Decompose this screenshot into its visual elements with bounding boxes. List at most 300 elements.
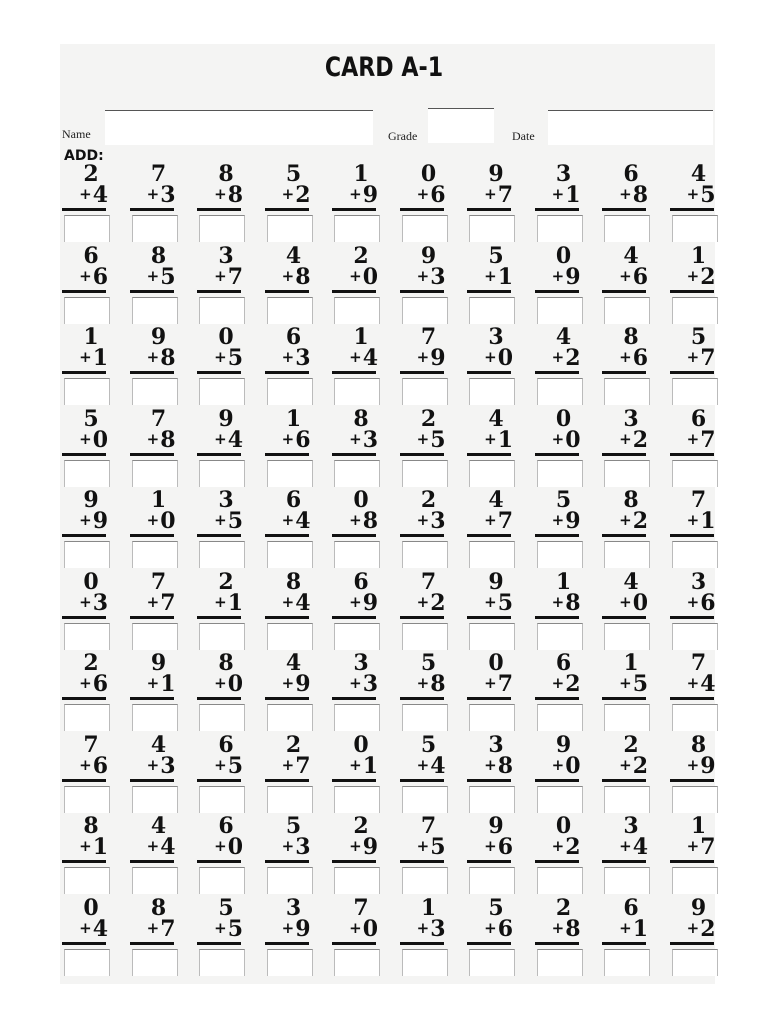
- answer-box[interactable]: [267, 215, 313, 242]
- plus-sign: +: [281, 511, 295, 529]
- answer-box[interactable]: [604, 215, 650, 242]
- sum-rule: [535, 779, 579, 782]
- addend-bottom-value: 3: [160, 182, 176, 208]
- answer-box[interactable]: [64, 623, 110, 650]
- addend-top: 8: [285, 568, 302, 595]
- name-field[interactable]: [105, 110, 373, 145]
- addend-bottom-value: 0: [565, 752, 581, 779]
- addend-bottom-value: 9: [362, 589, 378, 616]
- problem-item: [263, 731, 315, 814]
- answer-box[interactable]: [334, 786, 380, 813]
- addend-top: 3: [690, 568, 707, 595]
- addend-top: 1: [353, 324, 369, 350]
- problem-item: [533, 568, 585, 651]
- addend-bottom: [195, 835, 243, 858]
- answer-box[interactable]: [604, 297, 650, 324]
- plus-sign: +: [79, 266, 92, 285]
- sum-rule: [670, 534, 714, 537]
- answer-box[interactable]: [267, 541, 313, 568]
- addend-top: 7: [420, 813, 437, 839]
- plus-sign: +: [619, 755, 632, 774]
- answer-box[interactable]: [334, 297, 380, 324]
- answer-box[interactable]: [604, 867, 650, 894]
- sum-rule: [670, 290, 714, 293]
- sum-rule: [130, 290, 174, 293]
- plus-sign: +: [484, 266, 497, 285]
- problem-item: [668, 242, 720, 325]
- addend-top: 4: [150, 731, 167, 758]
- addend-top: 1: [420, 894, 437, 921]
- answer-box[interactable]: [199, 460, 245, 487]
- answer-box[interactable]: [604, 623, 650, 650]
- answer-box[interactable]: [267, 786, 313, 813]
- plus-sign: +: [349, 674, 362, 692]
- answer-box[interactable]: [672, 297, 718, 324]
- problem-item: [330, 163, 382, 243]
- answer-box[interactable]: [64, 867, 110, 894]
- addend-bottom: [128, 509, 176, 532]
- answer-box[interactable]: [672, 867, 718, 894]
- addend-bottom: [465, 672, 513, 695]
- problem-item: [533, 489, 585, 569]
- plus-sign: +: [214, 755, 227, 774]
- addend-top: 2: [420, 405, 437, 432]
- answer-box[interactable]: [469, 867, 515, 894]
- answer-box[interactable]: [469, 378, 515, 405]
- answer-box[interactable]: [604, 460, 650, 487]
- addend-bottom-value: 3: [430, 508, 446, 534]
- sum-rule: [197, 290, 241, 293]
- answer-box[interactable]: [334, 704, 380, 731]
- addend-bottom-value: 6: [430, 182, 446, 208]
- problem-item: [128, 652, 180, 732]
- addend-bottom: [330, 265, 378, 288]
- sum-rule: [670, 779, 714, 782]
- answer-box[interactable]: [199, 378, 245, 405]
- answer-box[interactable]: [469, 297, 515, 324]
- addend-bottom: [465, 754, 513, 777]
- sum-rule: [670, 371, 714, 374]
- addend-bottom-value: 7: [497, 508, 513, 534]
- answer-box[interactable]: [334, 541, 380, 568]
- addend-bottom-value: 6: [632, 263, 648, 290]
- answer-box[interactable]: [199, 949, 245, 976]
- plus-sign: +: [551, 592, 565, 611]
- problem-item: [465, 731, 517, 814]
- addend-bottom: [263, 754, 311, 777]
- addend-bottom: [600, 183, 648, 206]
- problem-item: [330, 242, 382, 325]
- addend-bottom-value: 8: [362, 508, 378, 534]
- addend-top: 0: [555, 242, 572, 269]
- addend-bottom-value: 9: [430, 345, 446, 371]
- addend-bottom: [668, 509, 716, 532]
- answer-box[interactable]: [334, 378, 380, 405]
- card-title: CARD A-1: [324, 52, 444, 83]
- sum-rule: [197, 860, 241, 863]
- addend-top: 1: [690, 242, 707, 269]
- answer-box[interactable]: [537, 215, 583, 242]
- answer-box[interactable]: [132, 623, 178, 650]
- answer-box[interactable]: [64, 460, 110, 487]
- sum-rule: [535, 208, 579, 211]
- answer-box[interactable]: [267, 623, 313, 650]
- addend-bottom-value: 3: [295, 834, 311, 860]
- addend-top: 8: [218, 650, 234, 676]
- addend-bottom-value: 9: [362, 182, 378, 208]
- answer-box[interactable]: [334, 867, 380, 894]
- answer-box[interactable]: [267, 949, 313, 976]
- addend-bottom-value: 8: [565, 589, 581, 616]
- plus-sign: +: [686, 755, 700, 774]
- sum-rule: [670, 942, 714, 945]
- addend-top: 1: [150, 487, 167, 513]
- addend-bottom-value: 0: [497, 345, 513, 371]
- answer-box[interactable]: [604, 704, 650, 731]
- addend-top: 8: [150, 894, 167, 921]
- addend-bottom: [195, 591, 243, 614]
- addend-bottom-value: 1: [565, 182, 581, 208]
- answer-box[interactable]: [402, 460, 448, 487]
- answer-box[interactable]: [64, 786, 110, 813]
- sum-rule: [535, 616, 579, 619]
- answer-box[interactable]: [672, 949, 718, 976]
- answer-box[interactable]: [672, 460, 718, 487]
- addend-bottom: [60, 672, 108, 695]
- addend-top: 9: [488, 161, 504, 187]
- answer-box[interactable]: [132, 378, 178, 405]
- addend-bottom-value: 0: [565, 426, 581, 453]
- answer-box[interactable]: [469, 786, 515, 813]
- answer-box[interactable]: [402, 297, 448, 324]
- problem-item: [60, 731, 112, 814]
- addend-bottom: [533, 754, 581, 777]
- answer-box[interactable]: [537, 949, 583, 976]
- answer-box[interactable]: [469, 460, 515, 487]
- plus-sign: +: [146, 429, 160, 448]
- addend-bottom: [330, 509, 378, 532]
- plus-sign: +: [146, 674, 160, 692]
- addend-top: 1: [690, 813, 707, 839]
- plus-sign: +: [146, 185, 160, 203]
- problem-item: [533, 405, 585, 488]
- answer-box[interactable]: [199, 215, 245, 242]
- addend-bottom-value: 4: [92, 182, 108, 208]
- answer-box[interactable]: [267, 297, 313, 324]
- answer-box[interactable]: [132, 786, 178, 813]
- answer-box[interactable]: [604, 949, 650, 976]
- addend-top: 3: [555, 161, 572, 187]
- sum-rule: [467, 697, 511, 700]
- addend-bottom-value: 5: [160, 263, 176, 290]
- sum-rule: [130, 779, 174, 782]
- answer-box[interactable]: [199, 786, 245, 813]
- sum-rule: [670, 208, 714, 211]
- addend-top: 3: [623, 405, 639, 432]
- addend-bottom: [668, 265, 716, 288]
- answer-box[interactable]: [402, 704, 448, 731]
- answer-box[interactable]: [334, 460, 380, 487]
- problem-item: [398, 405, 450, 488]
- problem-item: [398, 652, 450, 732]
- problem-grid: [60, 161, 716, 983]
- addend-top: 5: [488, 894, 504, 921]
- addend-bottom-value: 0: [92, 426, 108, 453]
- answer-box[interactable]: [402, 786, 448, 813]
- plus-sign: +: [686, 266, 700, 285]
- addend-bottom-value: 2: [430, 589, 446, 616]
- addend-bottom: [128, 835, 176, 858]
- addend-bottom-value: 4: [430, 752, 446, 779]
- addend-bottom-value: 3: [160, 752, 176, 779]
- answer-box[interactable]: [402, 378, 448, 405]
- plus-sign: +: [619, 592, 632, 611]
- addend-bottom-value: 9: [565, 508, 581, 534]
- addend-bottom: [668, 754, 716, 777]
- answer-box[interactable]: [132, 867, 178, 894]
- answer-box[interactable]: [334, 623, 380, 650]
- plus-sign: +: [146, 918, 160, 937]
- answer-box[interactable]: [537, 704, 583, 731]
- answer-box[interactable]: [537, 297, 583, 324]
- answer-box[interactable]: [672, 623, 718, 650]
- addend-top: 6: [555, 650, 572, 676]
- addend-bottom-value: 6: [92, 671, 108, 697]
- answer-box[interactable]: [132, 215, 178, 242]
- answer-box[interactable]: [132, 541, 178, 568]
- addend-bottom: [263, 265, 311, 288]
- sum-rule: [467, 290, 511, 293]
- plus-sign: +: [551, 429, 565, 448]
- addend-bottom: [330, 835, 378, 858]
- answer-box[interactable]: [469, 704, 515, 731]
- answer-box[interactable]: [199, 867, 245, 894]
- answer-box[interactable]: [402, 541, 448, 568]
- addend-top: 9: [488, 813, 504, 839]
- addend-top: 7: [420, 324, 437, 350]
- addend-bottom-value: 6: [632, 345, 648, 371]
- plus-sign: +: [619, 348, 632, 366]
- sum-rule: [130, 534, 174, 537]
- answer-box[interactable]: [334, 215, 380, 242]
- sum-rule: [197, 779, 241, 782]
- addend-bottom: [465, 428, 513, 451]
- addend-top: 2: [218, 568, 234, 595]
- addend-bottom-value: 1: [227, 589, 243, 616]
- sum-rule: [197, 616, 241, 619]
- addend-bottom-value: 1: [700, 508, 716, 534]
- problem-item: [195, 405, 247, 488]
- problem-item: [398, 489, 450, 569]
- answer-box[interactable]: [537, 786, 583, 813]
- sum-rule: [467, 942, 511, 945]
- answer-box[interactable]: [132, 949, 178, 976]
- answer-box[interactable]: [132, 460, 178, 487]
- sum-rule: [467, 616, 511, 619]
- plus-sign: +: [416, 592, 430, 611]
- plus-sign: +: [214, 592, 227, 611]
- addend-bottom-value: 1: [92, 345, 108, 371]
- problem-item: [600, 815, 652, 895]
- answer-box[interactable]: [672, 786, 718, 813]
- addend-bottom-value: 3: [92, 589, 108, 616]
- plus-sign: +: [281, 755, 295, 774]
- plus-sign: +: [214, 837, 227, 855]
- answer-box[interactable]: [267, 378, 313, 405]
- plus-sign: +: [416, 429, 430, 448]
- answer-box[interactable]: [64, 541, 110, 568]
- answer-box[interactable]: [672, 541, 718, 568]
- sum-rule: [62, 453, 106, 456]
- grade-field[interactable]: [428, 108, 494, 143]
- answer-box[interactable]: [469, 623, 515, 650]
- plus-sign: +: [686, 348, 700, 366]
- addend-bottom: [398, 346, 446, 369]
- answer-box[interactable]: [64, 378, 110, 405]
- plus-sign: +: [349, 837, 362, 855]
- answer-box[interactable]: [64, 215, 110, 242]
- answer-box[interactable]: [604, 541, 650, 568]
- sum-rule: [602, 453, 646, 456]
- plus-sign: +: [686, 674, 700, 692]
- addend-top: 7: [150, 405, 167, 432]
- addend-top: 6: [218, 813, 234, 839]
- addend-top: 1: [285, 405, 302, 432]
- answer-box[interactable]: [537, 623, 583, 650]
- addend-bottom: [600, 835, 648, 858]
- addend-bottom: [600, 346, 648, 369]
- addend-top: 8: [353, 405, 369, 432]
- problem-item: [128, 242, 180, 325]
- sum-rule: [62, 208, 106, 211]
- answer-box[interactable]: [334, 949, 380, 976]
- addend-bottom-value: 1: [92, 834, 108, 860]
- problem-item: [398, 731, 450, 814]
- answer-box[interactable]: [672, 704, 718, 731]
- answer-box[interactable]: [64, 297, 110, 324]
- addend-bottom: [330, 183, 378, 206]
- sum-rule: [602, 371, 646, 374]
- addend-top: 7: [150, 161, 167, 187]
- sum-rule: [535, 860, 579, 863]
- addend-bottom: [195, 428, 243, 451]
- sum-rule: [535, 697, 579, 700]
- addend-bottom-value: 8: [160, 345, 176, 371]
- addend-top: 6: [83, 242, 99, 269]
- answer-box[interactable]: [537, 378, 583, 405]
- addend-bottom-value: 4: [92, 915, 108, 942]
- answer-box[interactable]: [267, 867, 313, 894]
- addend-bottom: [398, 183, 446, 206]
- addend-bottom: [398, 835, 446, 858]
- addend-top: 9: [555, 731, 572, 758]
- answer-box[interactable]: [469, 541, 515, 568]
- addend-top: 2: [353, 813, 369, 839]
- answer-box[interactable]: [132, 297, 178, 324]
- answer-box[interactable]: [537, 460, 583, 487]
- plus-sign: +: [484, 837, 497, 855]
- answer-box[interactable]: [199, 623, 245, 650]
- answer-box[interactable]: [604, 786, 650, 813]
- addend-bottom-value: 1: [497, 426, 513, 453]
- sum-rule: [265, 534, 309, 537]
- addend-bottom-value: 4: [700, 671, 716, 697]
- answer-box[interactable]: [199, 704, 245, 731]
- answer-box[interactable]: [604, 378, 650, 405]
- addend-bottom: [195, 346, 243, 369]
- sum-rule: [400, 860, 444, 863]
- sum-rule: [62, 779, 106, 782]
- answer-box[interactable]: [199, 297, 245, 324]
- addend-bottom: [195, 917, 243, 940]
- plus-sign: +: [686, 429, 700, 448]
- addend-bottom-value: 7: [160, 589, 176, 616]
- sum-rule: [62, 942, 106, 945]
- plus-sign: +: [349, 511, 362, 529]
- addend-top: 5: [285, 161, 302, 187]
- answer-box[interactable]: [132, 704, 178, 731]
- plus-sign: +: [79, 755, 92, 774]
- answer-box[interactable]: [267, 460, 313, 487]
- sum-rule: [467, 779, 511, 782]
- answer-box[interactable]: [267, 704, 313, 731]
- sum-rule: [197, 942, 241, 945]
- addend-bottom: [195, 183, 243, 206]
- answer-box[interactable]: [64, 949, 110, 976]
- plus-sign: +: [484, 511, 497, 529]
- sum-rule: [535, 534, 579, 537]
- answer-box[interactable]: [402, 215, 448, 242]
- answer-box[interactable]: [402, 949, 448, 976]
- answer-box[interactable]: [402, 867, 448, 894]
- addend-top: 4: [555, 324, 572, 350]
- plus-sign: +: [281, 918, 295, 937]
- plus-sign: +: [416, 755, 430, 774]
- addend-bottom: [398, 591, 446, 614]
- plus-sign: +: [146, 511, 160, 529]
- plus-sign: +: [619, 511, 632, 529]
- answer-box[interactable]: [402, 623, 448, 650]
- sum-rule: [62, 616, 106, 619]
- answer-box[interactable]: [199, 541, 245, 568]
- answer-box[interactable]: [64, 704, 110, 731]
- sum-rule: [400, 697, 444, 700]
- answer-box[interactable]: [672, 378, 718, 405]
- addend-bottom-value: 0: [227, 834, 243, 860]
- addend-bottom: [600, 754, 648, 777]
- problem-item: [600, 326, 652, 406]
- addend-bottom-value: 0: [227, 671, 243, 697]
- addend-top: 0: [83, 568, 99, 595]
- sum-rule: [400, 942, 444, 945]
- answer-box[interactable]: [469, 949, 515, 976]
- addend-bottom: [60, 509, 108, 532]
- date-field[interactable]: [548, 110, 713, 145]
- addend-bottom-value: 6: [295, 426, 311, 453]
- addend-bottom-value: 2: [565, 834, 581, 860]
- answer-box[interactable]: [672, 215, 718, 242]
- addend-bottom-value: 9: [295, 915, 311, 942]
- problem-item: [60, 489, 112, 569]
- sum-rule: [602, 942, 646, 945]
- sum-rule: [130, 860, 174, 863]
- answer-box[interactable]: [469, 215, 515, 242]
- addend-top: 6: [285, 487, 302, 513]
- addend-bottom-value: 0: [160, 508, 176, 534]
- answer-box[interactable]: [537, 867, 583, 894]
- addend-top: 0: [488, 650, 504, 676]
- answer-box[interactable]: [537, 541, 583, 568]
